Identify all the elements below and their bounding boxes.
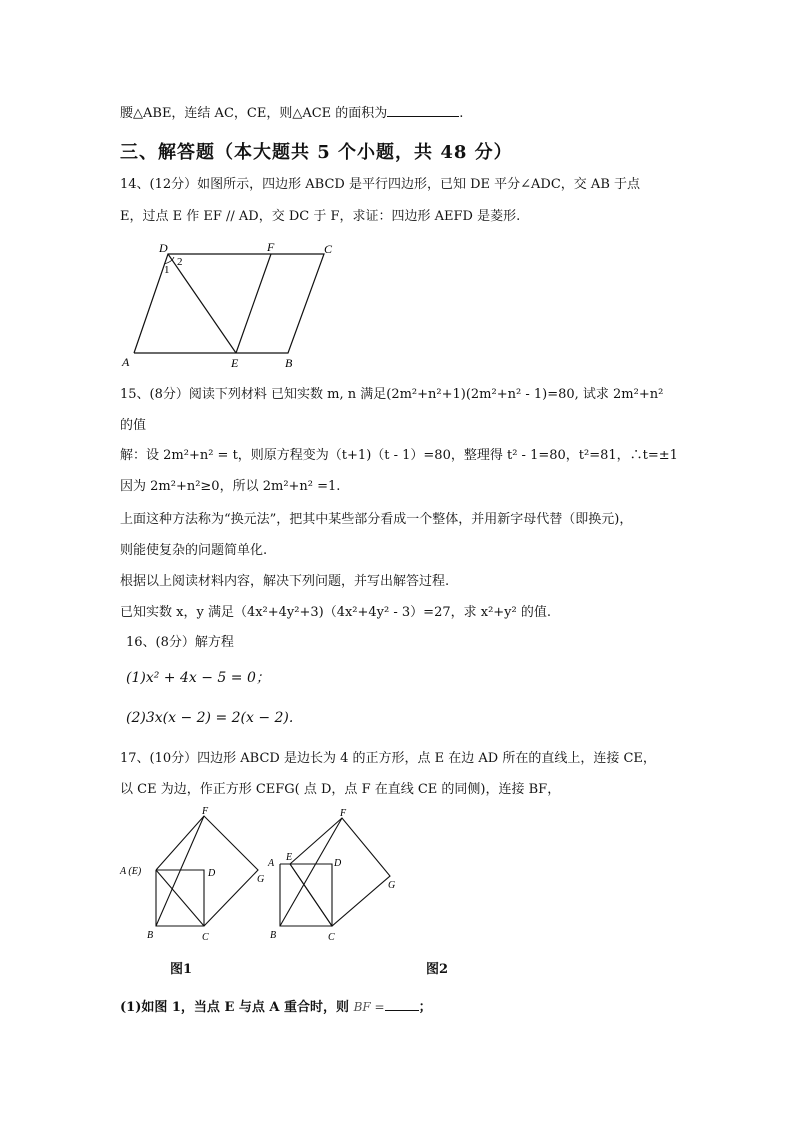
fig1-label-AE: A (E) [120,866,142,877]
angle-2-label: 2 [177,256,183,268]
q14-line1: 14、(12分）如图所示，四边形 ABCD 是平行四边形，已知 DE 平分∠ADC，交 AB 于点 [120,177,641,192]
fig1-label-F: F [202,806,209,817]
q17-part1-line [120,998,432,1017]
q15-line1: 15、(8分）阅读下列材料 已知实数 m, n 满足(2m²+n²+1)(2m²+n² - 1)=80, 试求 2m²+n² [120,387,664,402]
fig1-label-C: C [202,932,209,943]
fig2-label-B: B [270,930,277,941]
q15-line7: 根据以上阅读材料内容，解决下列问题，并写出解答过程. [120,574,450,589]
q15-line4: 因为 2m²+n²≥0，所以 2m²+n² =1. [120,479,341,494]
label-E: E [231,356,239,370]
label-F: F [267,240,275,254]
fig1-label-G: G [257,874,265,885]
fig2-label-F: F [340,808,347,819]
label-B: B [285,356,293,370]
q17-part1-end: ； [418,1000,432,1015]
q17-line2: 以 CE 为边，作正方形 CEFG( 点 D，点 F 在直线 CE 的同侧)，连接 BF， [120,782,561,797]
q15-line3: 解：设 2m²+n² = t，则原方程变为（t+1)（t - 1）=80，整理得 t² - 1=80，t²=81，∴t=±1 [120,448,678,463]
q15-line2: 的值 [120,418,147,433]
q13-end: . [459,106,464,121]
q17-figure-2 [262,806,412,946]
q14-line2: E，过点 E 作 EF // AD，交 DC 于 F，求证：四边形 AEFD 是菱形. [120,209,521,224]
q17-part1-expr: BF = [353,1000,385,1014]
figure-1-caption: 图1 [170,962,193,977]
fig2-label-G: G [388,880,396,891]
q13-tail-line [120,104,463,123]
q17-line1: 17、(10分）四边形 ABCD 是边长为 4 的正方形，点 E 在边 AD 所在的直线上，连接 CE， [120,751,656,766]
label-C: C [324,242,333,256]
fig2-label-D: D [334,858,342,869]
answer-blank [387,104,459,117]
q16-eq2: (2)3x(x − 2) = 2(x − 2). [126,710,294,726]
q16-title: 16、(8分）解方程 [126,635,234,650]
figure-2-caption: 图2 [426,962,449,977]
section-title: 三、解答题（本大题共 5 个小题，共 48 分） [120,142,513,163]
q13-tail-text: 腰△ABE，连结 AC，CE，则△ACE 的面积为 [120,106,388,121]
q16-eq1: (1)x² + 4x − 5 = 0； [126,670,270,686]
label-D: D [159,241,168,255]
fig2-label-A: A [268,858,275,869]
fig1-label-B: B [147,930,154,941]
angle-1-label: 1 [164,264,170,276]
q15-line6: 则能使复杂的问题简单化. [120,543,268,558]
q17-part1-text: (1)如图 1，当点 E 与点 A 重合时，则 [120,1000,350,1015]
fig1-label-D: D [208,868,216,879]
q15-line8: 已知实数 x，y 满足（4x²+4y²+3)（4x²+4y² - 3）=27，求 x²+y² 的值. [120,605,551,620]
q15-line5: 上面这种方法称为“换元法”，把其中某些部分看成一个整体，并用新字母代替（即换元)， [120,512,633,527]
fig2-label-E: E [286,852,293,863]
fig2-label-C: C [328,932,335,943]
q17-figure-1 [118,806,278,946]
answer-blank-bf [385,998,419,1011]
label-A: A [122,355,130,369]
q14-parallelogram-figure [118,240,348,370]
